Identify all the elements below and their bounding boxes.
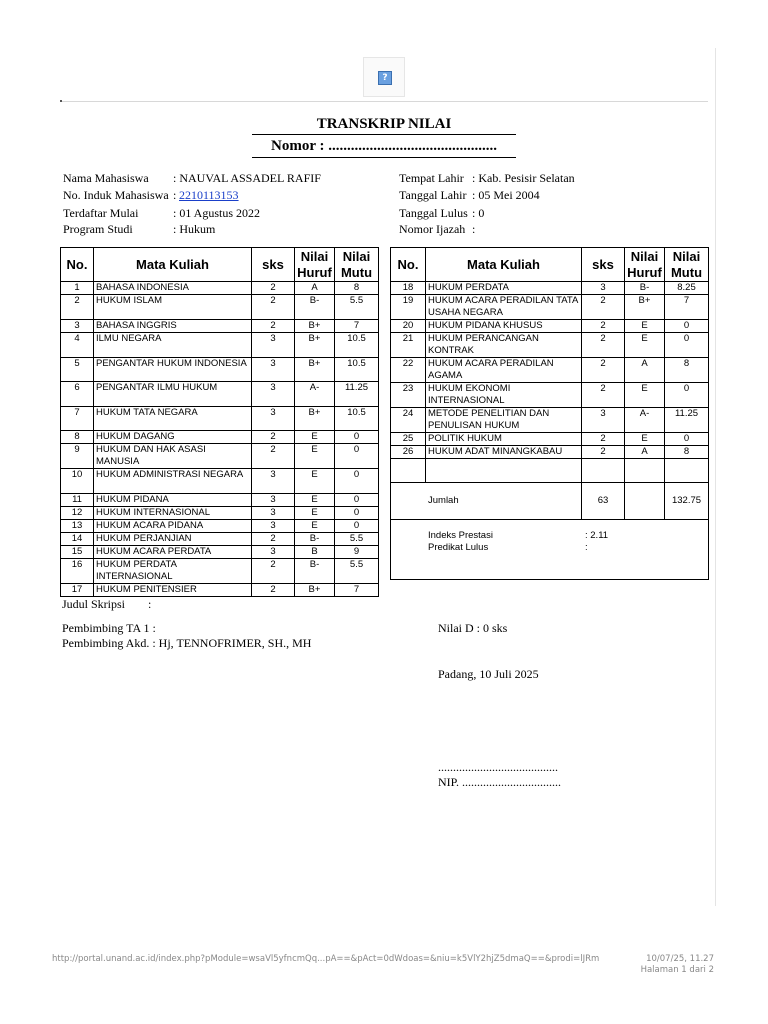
course-name: BAHASA INDONESIA xyxy=(94,282,252,295)
pembimbing-akd: Pembimbing Akd. : Hj, TENNOFRIMER, SH., MH xyxy=(62,636,312,650)
course-sks: 3 xyxy=(252,358,295,382)
course-mutu: 0 xyxy=(335,469,379,494)
course-sks: 2 xyxy=(582,295,625,320)
course-no: 10 xyxy=(61,469,94,494)
judul-skripsi-colon: : xyxy=(148,597,152,611)
header-nilai-mutu: Nilai Mutu xyxy=(665,248,709,282)
tanggal-lulus-label: Tanggal Lulus xyxy=(399,206,468,220)
course-no: 17 xyxy=(61,584,94,597)
course-name: HUKUM ADAT MINANGKABAU xyxy=(426,446,582,459)
course-no: 16 xyxy=(61,559,94,584)
total-sks: 63 xyxy=(582,483,625,520)
grades-table-right xyxy=(390,247,709,580)
course-huruf: B- xyxy=(295,295,335,320)
course-sks: 2 xyxy=(252,282,295,295)
course-mutu: 10.5 xyxy=(335,407,379,431)
nim-label: No. Induk Mahasiswa xyxy=(63,188,169,202)
course-mutu: 0 xyxy=(335,494,379,507)
divider-dot xyxy=(60,100,62,102)
course-row xyxy=(61,494,379,507)
course-mutu: 0 xyxy=(665,320,709,333)
terdaftar-label: Terdaftar Mulai xyxy=(63,206,139,220)
course-huruf: E xyxy=(295,494,335,507)
course-name: ILMU NEGARA xyxy=(94,333,252,358)
course-huruf: E xyxy=(295,520,335,533)
footer-page: Halaman 1 dari 2 xyxy=(640,965,714,975)
course-mutu: 7 xyxy=(335,320,379,333)
judul-skripsi-label: Judul Skripsi xyxy=(62,597,126,611)
course-name: METODE PENELITIAN DAN PENULISAN HUKUM xyxy=(426,408,582,433)
course-name: BAHASA INGGRIS xyxy=(94,320,252,333)
signature-line: ........................................ xyxy=(438,760,558,774)
course-row xyxy=(61,520,379,533)
course-mutu: 8 xyxy=(335,282,379,295)
course-row xyxy=(391,408,709,433)
question-icon: ? xyxy=(378,71,392,85)
nomor-ijazah-label: Nomor Ijazah xyxy=(399,222,466,236)
course-sks: 3 xyxy=(252,407,295,431)
title-underline xyxy=(252,134,516,135)
tempat-lahir-label: Tempat Lahir xyxy=(399,171,464,185)
course-mutu: 0 xyxy=(665,433,709,446)
course-sks: 3 xyxy=(582,282,625,295)
course-name: POLITIK HUKUM xyxy=(426,433,582,446)
course-sks: 3 xyxy=(252,333,295,358)
course-huruf: A xyxy=(295,282,335,295)
course-mutu: 7 xyxy=(665,295,709,320)
course-sks: 2 xyxy=(252,584,295,597)
course-sks: 2 xyxy=(252,444,295,469)
course-huruf: B+ xyxy=(295,320,335,333)
course-sks: 3 xyxy=(252,546,295,559)
nama-value: : NAUVAL ASSADEL RAFIF xyxy=(173,171,321,185)
course-huruf: A- xyxy=(295,382,335,407)
course-no: 20 xyxy=(391,320,426,333)
header-divider xyxy=(62,101,708,102)
course-huruf: A xyxy=(625,446,665,459)
course-sks: 2 xyxy=(582,383,625,408)
course-mutu: 10.5 xyxy=(335,358,379,382)
page-edge-line xyxy=(715,48,716,906)
course-mutu: 8.25 xyxy=(665,282,709,295)
course-sks: 2 xyxy=(582,433,625,446)
course-huruf: A xyxy=(625,358,665,383)
course-no: 26 xyxy=(391,446,426,459)
ip-label: Indeks Prestasi xyxy=(428,530,493,541)
course-no: 24 xyxy=(391,408,426,433)
course-name: PENGANTAR ILMU HUKUM xyxy=(94,382,252,407)
jumlah-label: Jumlah xyxy=(391,483,582,520)
course-huruf: E xyxy=(295,469,335,494)
course-mutu: 8 xyxy=(665,446,709,459)
course-sks: 2 xyxy=(252,295,295,320)
course-huruf: B+ xyxy=(295,584,335,597)
total-mutu: 132.75 xyxy=(665,483,709,520)
course-row xyxy=(61,333,379,358)
course-huruf: E xyxy=(625,383,665,408)
course-row xyxy=(61,358,379,382)
course-mutu: 9 xyxy=(335,546,379,559)
course-mutu: 0 xyxy=(335,431,379,444)
course-sks: 2 xyxy=(582,446,625,459)
course-row xyxy=(61,559,379,584)
course-row xyxy=(391,333,709,358)
course-huruf: E xyxy=(625,320,665,333)
course-sks: 2 xyxy=(252,431,295,444)
course-mutu: 0 xyxy=(335,444,379,469)
course-huruf: E xyxy=(625,433,665,446)
course-no: 6 xyxy=(61,382,94,407)
header-sks: sks xyxy=(252,248,295,282)
course-mutu: 0 xyxy=(665,333,709,358)
course-no: 12 xyxy=(61,507,94,520)
tanggal-lahir-label: Tanggal Lahir xyxy=(399,188,467,202)
broken-image-placeholder xyxy=(363,57,405,97)
course-huruf: E xyxy=(625,333,665,358)
course-no: 13 xyxy=(61,520,94,533)
course-name: HUKUM INTERNASIONAL xyxy=(94,507,252,520)
course-huruf: B- xyxy=(295,533,335,546)
predikat-label: Predikat Lulus xyxy=(428,542,489,553)
prodi-label: Program Studi xyxy=(63,222,133,236)
header-nilai-mutu: Nilai Mutu xyxy=(335,248,379,282)
header-nilai-huruf: Nilai Huruf xyxy=(295,248,335,282)
course-row xyxy=(391,320,709,333)
jumlah-row xyxy=(391,483,709,520)
course-mutu: 0 xyxy=(335,520,379,533)
course-no: 14 xyxy=(61,533,94,546)
course-row xyxy=(391,383,709,408)
nip: NIP. ................................. xyxy=(438,775,562,789)
course-row xyxy=(391,446,709,459)
empty-row xyxy=(391,459,709,483)
place-date: Padang, 10 Juli 2025 xyxy=(438,667,539,681)
course-no: 8 xyxy=(61,431,94,444)
footer-datetime: 10/07/25, 11.27 xyxy=(646,954,714,964)
course-row xyxy=(61,469,379,494)
course-mutu: 7 xyxy=(335,584,379,597)
course-huruf: B+ xyxy=(295,407,335,431)
footer-url: http://portal.unand.ac.id/index.php?pModule=wsaVl5yfncmQq...pA==&pAct=0dWdoas=&niu=k5VlY2hjZ5dmaQ==&prodi=lJRm xyxy=(52,954,600,964)
course-no: 18 xyxy=(391,282,426,295)
course-no: 2 xyxy=(61,295,94,320)
course-huruf: B+ xyxy=(295,358,335,382)
course-row xyxy=(391,358,709,383)
course-name: HUKUM ACARA PERADILAN TATA USAHA NEGARA xyxy=(426,295,582,320)
course-sks: 3 xyxy=(252,494,295,507)
prodi-value: : Hukum xyxy=(173,222,216,236)
course-row xyxy=(61,533,379,546)
course-huruf: B xyxy=(295,546,335,559)
course-huruf: B- xyxy=(295,559,335,584)
nama-label: Nama Mahasiswa xyxy=(63,171,149,185)
course-sks: 3 xyxy=(582,408,625,433)
course-row xyxy=(61,382,379,407)
course-mutu: 5.5 xyxy=(335,295,379,320)
course-no: 11 xyxy=(61,494,94,507)
course-name: HUKUM PERDATA xyxy=(426,282,582,295)
course-mutu: 8 xyxy=(665,358,709,383)
course-row xyxy=(391,433,709,446)
document-number: Nomor : ............................................. xyxy=(271,138,497,154)
course-name: HUKUM ADMINISTRASI NEGARA xyxy=(94,469,252,494)
course-huruf: E xyxy=(295,507,335,520)
course-sks: 3 xyxy=(252,520,295,533)
course-mutu: 11.25 xyxy=(665,408,709,433)
header-no: No. xyxy=(61,248,94,282)
course-no: 23 xyxy=(391,383,426,408)
course-no: 19 xyxy=(391,295,426,320)
course-no: 22 xyxy=(391,358,426,383)
course-row xyxy=(61,444,379,469)
course-name: HUKUM PIDANA KHUSUS xyxy=(426,320,582,333)
course-sks: 2 xyxy=(252,320,295,333)
terdaftar-value: : 01 Agustus 2022 xyxy=(173,206,261,220)
course-name: HUKUM DAN HAK ASASI MANUSIA xyxy=(94,444,252,469)
course-row xyxy=(391,295,709,320)
course-mutu: 5.5 xyxy=(335,559,379,584)
course-no: 21 xyxy=(391,333,426,358)
header-mata-kuliah: Mata Kuliah xyxy=(426,248,582,282)
course-mutu: 10.5 xyxy=(335,333,379,358)
tanggal-lahir-value: : 05 Mei 2004 xyxy=(472,188,540,202)
course-name: HUKUM PERJANJIAN xyxy=(94,533,252,546)
course-sks: 2 xyxy=(582,320,625,333)
course-huruf: B- xyxy=(625,282,665,295)
pembimbing-ta: Pembimbing TA 1 : xyxy=(62,621,156,635)
course-row xyxy=(61,507,379,520)
course-mutu: 0 xyxy=(335,507,379,520)
course-mutu: 11.25 xyxy=(335,382,379,407)
course-sks: 2 xyxy=(252,533,295,546)
tempat-lahir-value: : Kab. Pesisir Selatan xyxy=(472,171,575,185)
course-name: HUKUM TATA NEGARA xyxy=(94,407,252,431)
course-name: HUKUM DAGANG xyxy=(94,431,252,444)
header-no: No. xyxy=(391,248,426,282)
course-row xyxy=(61,295,379,320)
course-no: 7 xyxy=(61,407,94,431)
course-sks: 3 xyxy=(252,507,295,520)
course-mutu: 5.5 xyxy=(335,533,379,546)
course-name: HUKUM EKONOMI INTERNASIONAL xyxy=(426,383,582,408)
course-no: 15 xyxy=(61,546,94,559)
header-nilai-huruf: Nilai Huruf xyxy=(625,248,665,282)
course-sks: 2 xyxy=(582,358,625,383)
course-row xyxy=(61,584,379,597)
course-name: HUKUM ACARA PERDATA xyxy=(94,546,252,559)
nilai-d: Nilai D : 0 sks xyxy=(438,621,508,635)
nomor-ijazah-value: : xyxy=(472,222,476,236)
course-no: 5 xyxy=(61,358,94,382)
header-mata-kuliah: Mata Kuliah xyxy=(94,248,252,282)
course-sks: 2 xyxy=(582,333,625,358)
number-underline xyxy=(252,157,516,158)
course-huruf: E xyxy=(295,431,335,444)
predikat-value: : xyxy=(585,542,588,553)
course-name: HUKUM ISLAM xyxy=(94,295,252,320)
course-row xyxy=(61,282,379,295)
document-title: TRANSKRIP NILAI xyxy=(316,116,452,132)
course-name: HUKUM ACARA PERADILAN AGAMA xyxy=(426,358,582,383)
course-name: HUKUM PERANCANGAN KONTRAK xyxy=(426,333,582,358)
course-sks: 3 xyxy=(252,469,295,494)
course-sks: 2 xyxy=(252,559,295,584)
course-row xyxy=(61,407,379,431)
course-sks: 3 xyxy=(252,382,295,407)
course-row xyxy=(61,546,379,559)
course-row xyxy=(61,320,379,333)
grades-table-left xyxy=(60,247,379,597)
ip-value: : 2.11 xyxy=(585,530,609,541)
course-no: 1 xyxy=(61,282,94,295)
tanggal-lulus-value: : 0 xyxy=(472,206,485,220)
nim-link[interactable]: 2210113153 xyxy=(179,188,239,202)
course-mutu: 0 xyxy=(665,383,709,408)
summary-row xyxy=(391,520,709,580)
course-no: 3 xyxy=(61,320,94,333)
course-name: PENGANTAR HUKUM INDONESIA xyxy=(94,358,252,382)
nim-colon: : xyxy=(173,188,177,202)
course-huruf: E xyxy=(295,444,335,469)
header-sks: sks xyxy=(582,248,625,282)
course-row xyxy=(391,282,709,295)
course-huruf: A- xyxy=(625,408,665,433)
course-name: HUKUM PIDANA xyxy=(94,494,252,507)
course-huruf: B+ xyxy=(625,295,665,320)
course-no: 9 xyxy=(61,444,94,469)
course-name: HUKUM PENITENSIER xyxy=(94,584,252,597)
course-huruf: B+ xyxy=(295,333,335,358)
course-row xyxy=(61,431,379,444)
course-name: HUKUM ACARA PIDANA xyxy=(94,520,252,533)
course-name: HUKUM PERDATA INTERNASIONAL xyxy=(94,559,252,584)
course-no: 25 xyxy=(391,433,426,446)
course-no: 4 xyxy=(61,333,94,358)
